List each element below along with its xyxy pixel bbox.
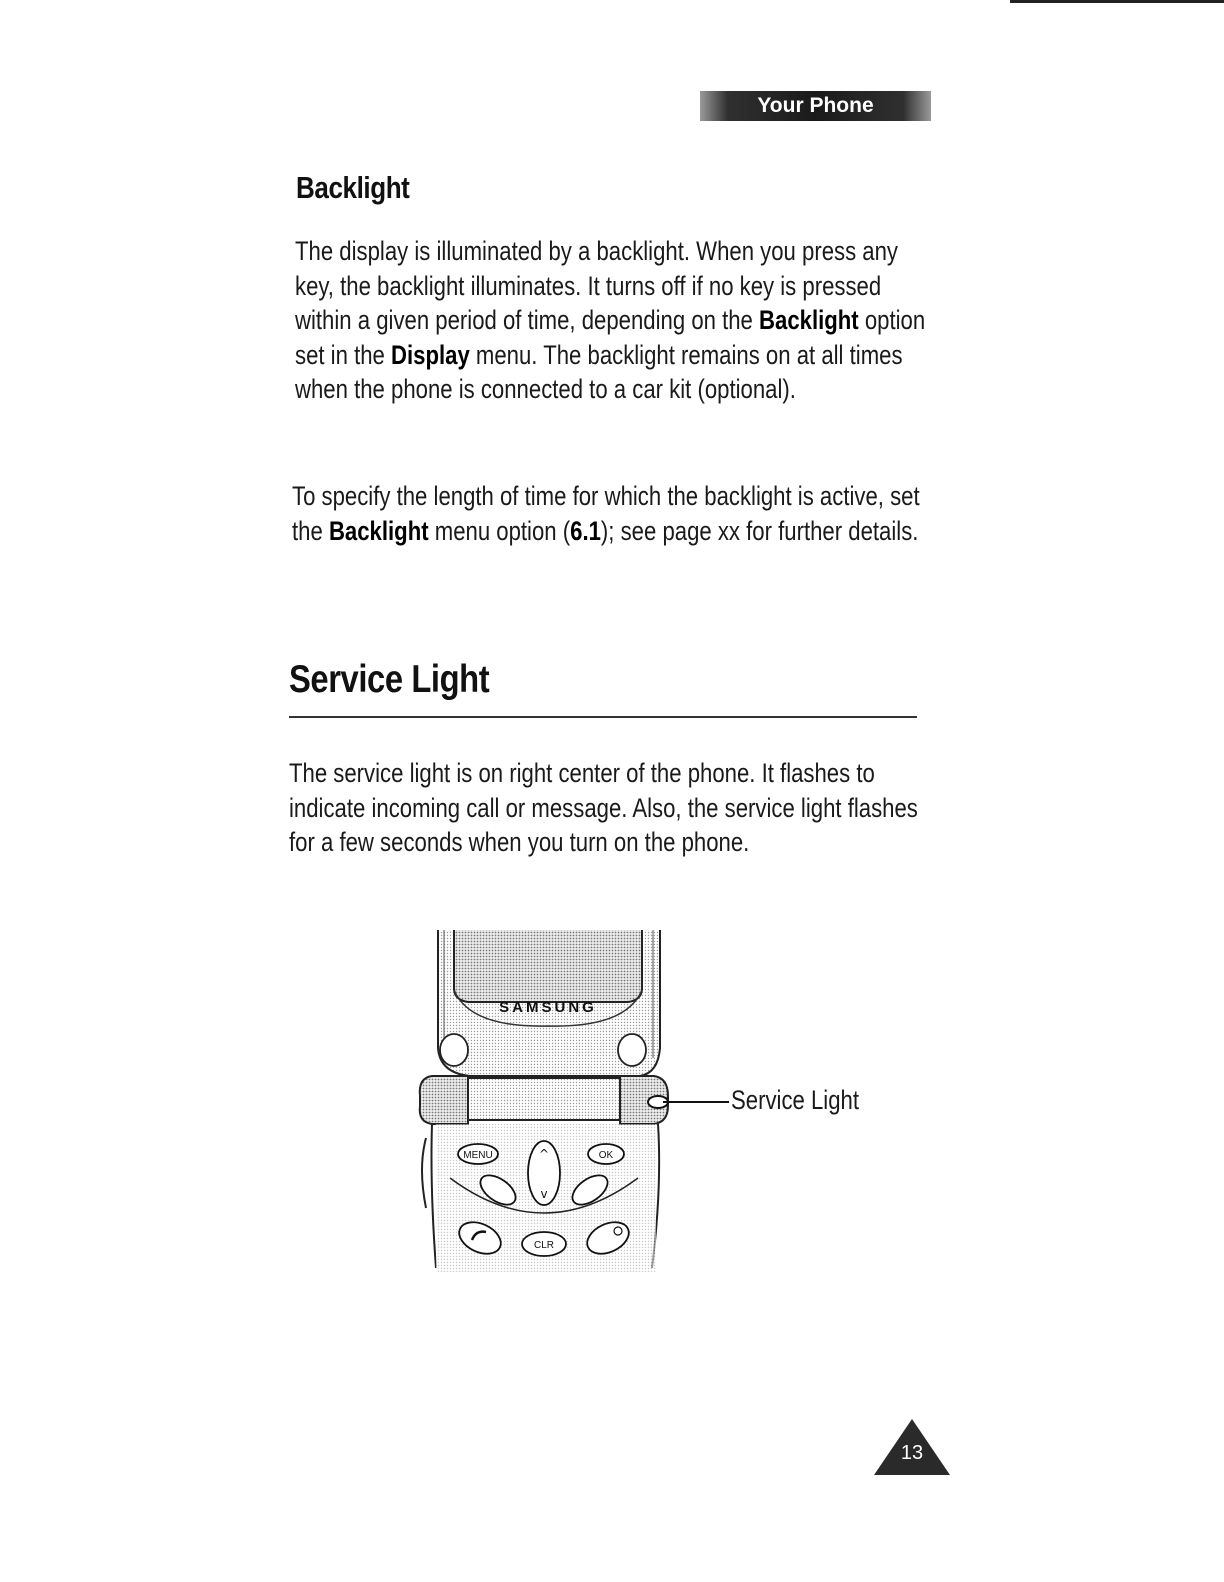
phone-earpiece-left bbox=[440, 1034, 468, 1066]
backlight-paragraph-2: To specify the length of time for which the backlight is active, set the Backlight menu option (6.1); see page xx for further details. bbox=[292, 481, 920, 546]
ok-key-label: OK bbox=[598, 1150, 614, 1161]
section-tab: Your Phone bbox=[700, 91, 931, 121]
heading-service-light: Service Light bbox=[289, 658, 490, 701]
callout-line bbox=[663, 1101, 729, 1103]
phone-hinge bbox=[420, 1076, 468, 1124]
top-edge-rule bbox=[1010, 0, 1224, 3]
nav-up-icon: ^ bbox=[538, 1147, 550, 1161]
clr-key-label: CLR bbox=[533, 1240, 555, 1251]
service-light-paragraph: The service light is on right center of the phone. It flashes to indicate incoming call or message. Also, the service light flashes for a few seconds when you turn on the phone. bbox=[289, 758, 918, 857]
menu-key-label: MENU bbox=[463, 1150, 493, 1161]
heading-backlight: Backlight bbox=[296, 170, 410, 205]
phone-screen bbox=[454, 930, 642, 1002]
phone-brand: SAMSUNG bbox=[499, 999, 597, 1016]
nav-down-icon: v bbox=[540, 1187, 548, 1201]
page-number: 13 bbox=[900, 1442, 924, 1464]
page-number-triangle bbox=[872, 1417, 952, 1477]
phone-earpiece-right bbox=[618, 1034, 646, 1066]
backlight-paragraph-1: The display is illuminated by a backlight. When you press any key, the backlight illuminates. It turns off if no key is pressed within a given period of time, depending on the Backlight option set in the Display menu. The backlight remains on at all times when the phone is connected to a car kit (optional). bbox=[295, 236, 926, 404]
callout-service-light: Service Light bbox=[731, 1085, 859, 1115]
heading-underline bbox=[289, 716, 917, 718]
